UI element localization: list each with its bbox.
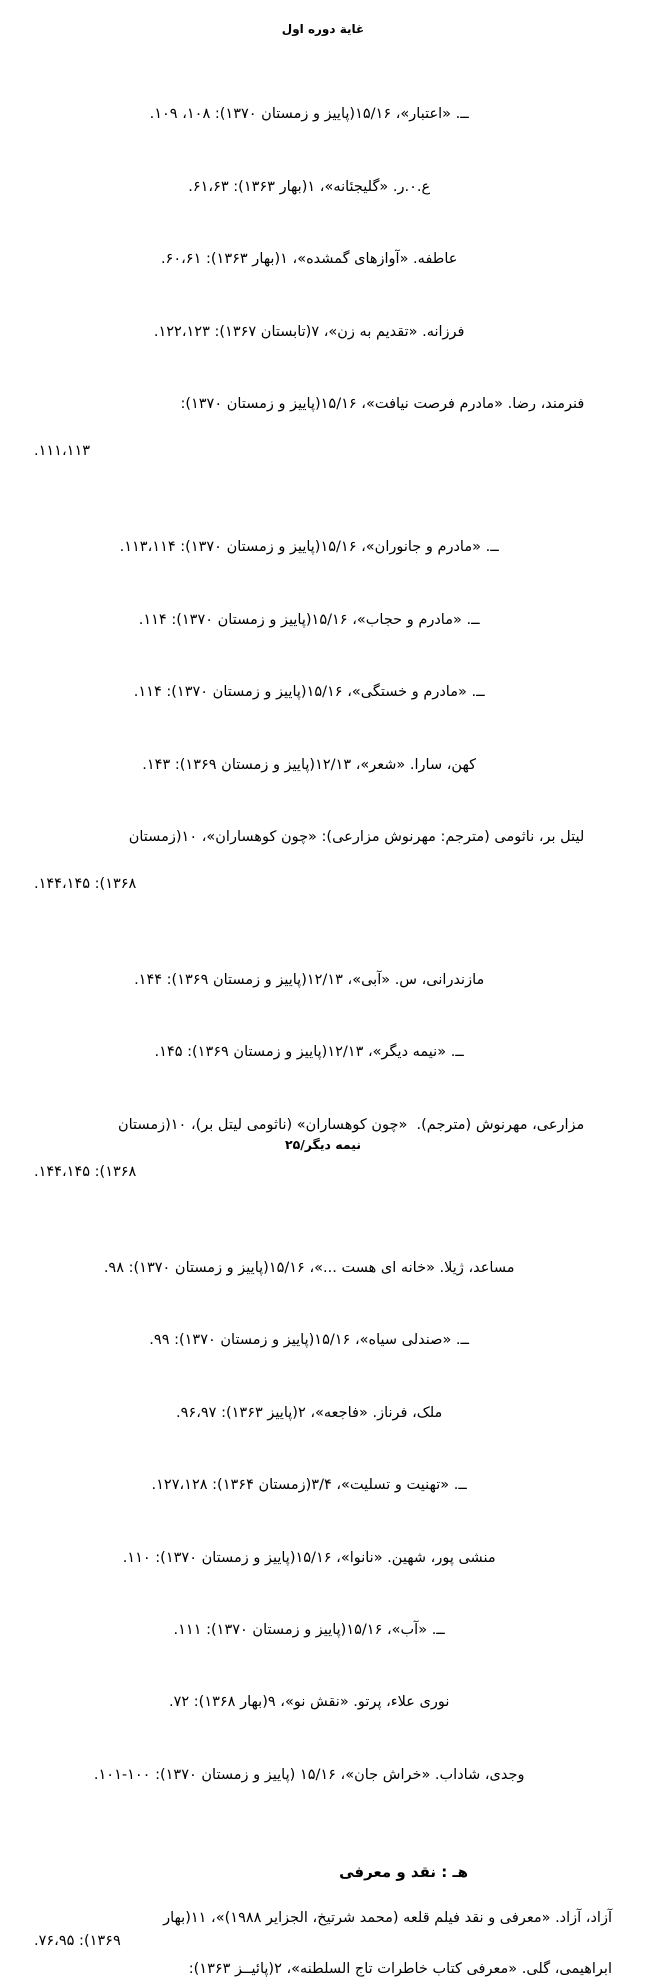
entry-text: ــ. «مادرم و خستگی»، ۱۵/۱۶(پاییز و زمستان ۱۳۷۰): ۱۱۴. xyxy=(133,684,485,701)
list-item xyxy=(34,370,612,511)
section-heading: هـ : نقد و معرفی xyxy=(339,1862,468,1881)
entry-text: منشی پور، شهین. «نانوا»، ۱۵/۱۶(پاییز و زمستان ۱۳۷۰): ۱۱۰. xyxy=(122,1549,496,1566)
entry-continuation: ۱۳۶۸): ۱۴۴،۱۴۵. xyxy=(34,1163,137,1180)
list-item xyxy=(34,225,612,295)
entry-text: فنرمند، رضا. «مادرم فرصت نیافت»، ۱۵/۱۶(پاییز و زمستان ۱۳۷۰): xyxy=(180,396,585,413)
list-item xyxy=(34,1740,612,1810)
entry-text: آزاد، آزاد. «معرفی و نقد فیلم قلعه (محمد شرتیخ، الجزایر ۱۹۸۸)»، ۱۱(بهار xyxy=(163,1909,612,1926)
list-item xyxy=(34,1668,612,1738)
list-item xyxy=(34,513,612,583)
entry-text: ــ. «مادرم و جانوران»، ۱۵/۱۶(پاییز و زمستان ۱۳۷۰): ۱۱۳،۱۱۴. xyxy=(119,539,499,556)
page-header: غایة دوره اول xyxy=(281,22,365,36)
entry-text: مزارعی، مهرنوش (مترجم). «چون کوهساران» (ناثومی لیتل بر)، ۱۰(زمستان xyxy=(117,1116,585,1133)
list-item xyxy=(34,1018,612,1088)
list-item xyxy=(34,80,612,150)
entry-text: ابراهیمی، گلی. «معرفی کتاب خاطرات تاج السلطنه»، ۲(پائیــز ۱۳۶۳): xyxy=(188,1960,612,1977)
entry-text: ــ. «اعتبار»، ۱۵/۱۶(پاییز و زمستان ۱۳۷۰): ۱۰۸، ۱۰۹. xyxy=(149,106,469,123)
document-page xyxy=(0,22,646,1977)
page-footer: نیمه دیگر/۲۵ xyxy=(284,1137,362,1152)
entry-text: کهن، سارا. «شعر»، ۱۲/۱۳(پاییز و زمستان ۱۳۶۹): ۱۴۳. xyxy=(142,756,477,773)
list-item xyxy=(34,1596,612,1666)
entry-text: ــ. «نیمه دیگر»، ۱۲/۱۳(پاییز و زمستان ۱۳۶۹): ۱۴۵. xyxy=(154,1044,464,1061)
entry-text: فرزانه. «تقدیم به زن»، ۷(تابستان ۱۳۶۷): ۱۲۲،۱۲۳. xyxy=(153,323,465,340)
list-item xyxy=(34,1523,612,1593)
list-item xyxy=(34,945,612,1015)
list-item xyxy=(34,1451,612,1521)
entry-text: وجدی، شاداب. «خراش جان»، ۱۵/۱۶ (پاییز و زمستان ۱۳۷۰): ۱۰۰-۱۰۱. xyxy=(93,1766,525,1783)
list-item xyxy=(34,730,612,800)
entry-continuation: ۱۳۶۹): ۷۶،۹۵. xyxy=(34,1933,121,1950)
entry-text: لیتل بر، ناثومی (مترجم: مهرنوش مزارعی): «چون کوهساران»، ۱۰(زمستان xyxy=(128,829,585,846)
list-item xyxy=(34,1090,612,1231)
entry-text: مساعد، ژیلا. «خانه ای هست ...»، ۱۵/۱۶(پاییز و زمستان ۱۳۷۰): ۹۸. xyxy=(103,1259,515,1276)
list-item xyxy=(34,152,612,222)
list-item xyxy=(34,1306,612,1376)
list-item xyxy=(34,297,612,367)
entry-text: ــ. «مادرم و حجاب»، ۱۵/۱۶(پاییز و زمستان ۱۳۷۰): ۱۱۴. xyxy=(138,611,480,628)
entry-text: مازندرانی، س. «آبی»، ۱۲/۱۳(پاییز و زمستان ۱۳۶۹): ۱۴۴. xyxy=(134,971,485,988)
list-item xyxy=(34,1907,612,1954)
section-entries xyxy=(0,1907,646,1981)
bibliography-list xyxy=(0,80,646,1811)
list-item xyxy=(34,585,612,655)
entry-text: ــ. «آب»، ۱۵/۱۶(پاییز و زمستان ۱۳۷۰): ۱۱۱. xyxy=(173,1622,445,1638)
entry-text: عاطفه. «آوازهای گمشده»، ۱(بهار ۱۳۶۳): ۶۰،۶۱. xyxy=(160,251,458,268)
list-item xyxy=(34,1233,612,1303)
list-item xyxy=(34,1958,612,1981)
entry-continuation: ۱۳۶۸): ۱۴۴،۱۴۵. xyxy=(34,875,137,892)
list-item xyxy=(34,658,612,728)
entry-continuation: ۱۱۱،۱۱۳. xyxy=(34,443,91,460)
entry-text: ملک، فرناز. «فاجعه»، ۲(پاییز ۱۳۶۳): ۹۶،۹۷. xyxy=(176,1404,443,1421)
entry-text: ــ. «تهنیت و تسلیت»، ۳/۴(زمستان ۱۳۶۴): ۱۲۷،۱۲۸. xyxy=(151,1477,467,1494)
entry-text: نوری علاء، پرتو. «نقش نو»، ۹(بهار ۱۳۶۸): ۷۲. xyxy=(168,1694,450,1711)
list-item xyxy=(34,803,612,944)
entry-text: ع.۰.ر. «گلیجئانه»، ۱(بهار ۱۳۶۳): ۶۱،۶۳. xyxy=(188,178,431,195)
list-item xyxy=(34,1378,612,1448)
entry-text: ــ. «صندلی سیاه»، ۱۵/۱۶(پاییز و زمستان ۱۳۷۰): ۹۹. xyxy=(149,1332,470,1349)
